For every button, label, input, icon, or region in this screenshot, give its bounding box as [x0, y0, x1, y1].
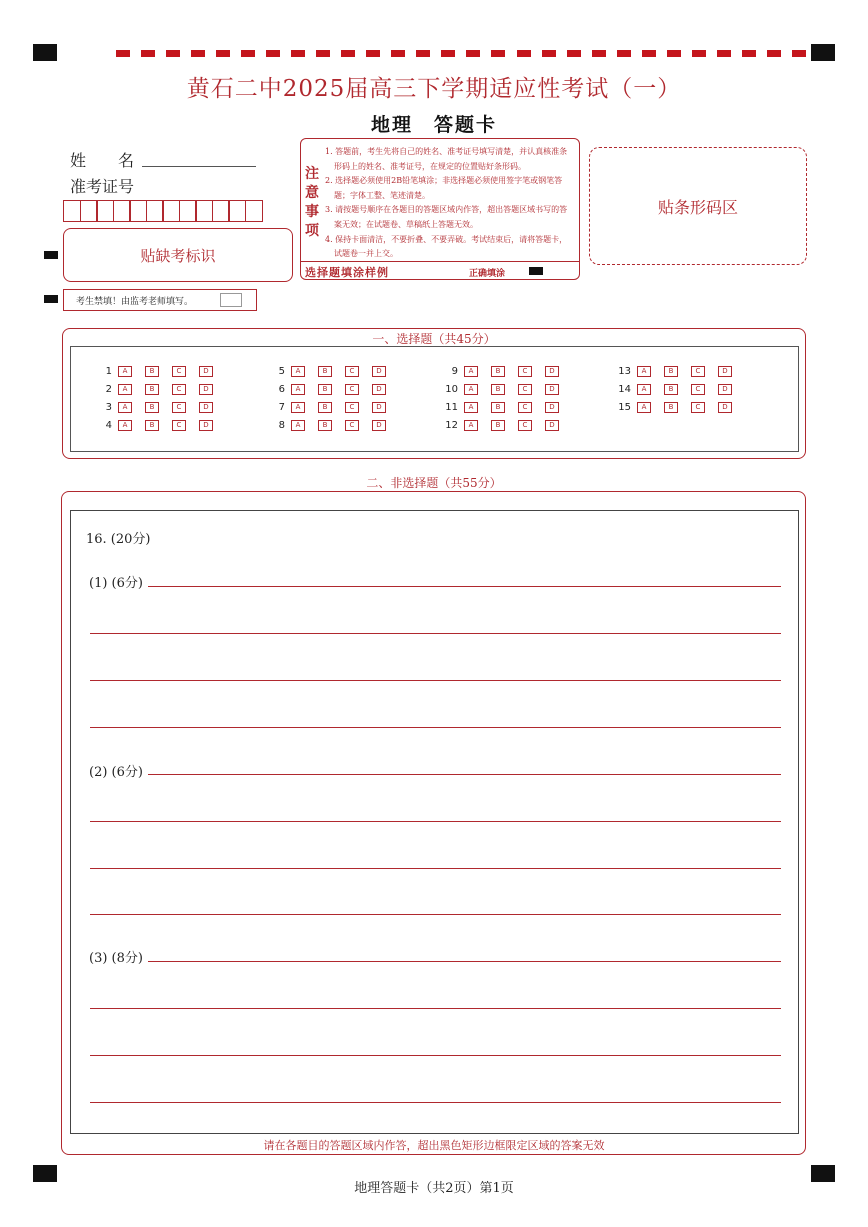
mc-option-bubble[interactable]: A	[118, 366, 132, 377]
mc-option-bubble[interactable]: A	[291, 402, 305, 413]
answer-line[interactable]	[90, 1055, 781, 1056]
mc-option-bubble[interactable]: C	[345, 420, 359, 431]
timing-dash	[542, 50, 556, 57]
mc-question-row	[98, 366, 226, 377]
section1-title: 一、选择题（共45分）	[372, 332, 496, 346]
timing-dash	[692, 50, 706, 57]
exam-id-digit-box[interactable]	[195, 200, 213, 222]
mc-option-bubble[interactable]: C	[172, 366, 186, 377]
mc-option-bubble[interactable]: D	[372, 402, 386, 413]
mc-option-bubble[interactable]: D	[718, 384, 732, 395]
mc-option-bubble[interactable]: D	[372, 384, 386, 395]
exam-id-digit-box[interactable]	[228, 200, 246, 222]
mc-question-number: 11	[445, 402, 458, 413]
correct-fill-label: 正确填涂	[469, 269, 506, 279]
mc-option-bubble[interactable]: D	[545, 420, 559, 431]
exam-id-digit-box[interactable]	[146, 200, 164, 222]
mc-question-number: 14	[618, 384, 631, 395]
mc-question-row	[444, 402, 572, 413]
exam-id-digit-box[interactable]	[212, 200, 230, 222]
answer-line[interactable]	[90, 821, 781, 822]
answer-line[interactable]	[90, 680, 781, 681]
proctor-checkbox[interactable]	[220, 293, 242, 307]
timing-dash	[767, 50, 781, 57]
exam-id-digit-box[interactable]	[129, 200, 147, 222]
mc-question-row	[444, 384, 572, 395]
timing-dash	[391, 50, 405, 57]
exam-id-boxes[interactable]	[63, 200, 261, 222]
timing-dash	[667, 50, 681, 57]
mc-option-bubble[interactable]: B	[145, 384, 159, 395]
timing-dash	[517, 50, 531, 57]
timing-dash	[792, 50, 806, 57]
mc-option-bubble[interactable]: C	[691, 384, 705, 395]
mc-question-number: 12	[445, 420, 458, 431]
corner-mark-top-left	[33, 44, 57, 61]
mc-question-number: 3	[105, 402, 112, 413]
answer-line[interactable]	[90, 633, 781, 634]
timing-dash	[441, 50, 455, 57]
mc-option-bubble[interactable]: B	[318, 402, 332, 413]
answer-line[interactable]	[90, 1008, 781, 1009]
exam-id-digit-box[interactable]	[96, 200, 114, 222]
barcode-area	[589, 147, 807, 265]
notice-box	[300, 138, 580, 280]
timing-dash	[191, 50, 205, 57]
timing-dash	[266, 50, 280, 57]
mc-option-bubble[interactable]: C	[345, 402, 359, 413]
fill-sample-label: 选择题填涂样例	[305, 266, 389, 279]
mc-option-bubble[interactable]: C	[518, 384, 532, 395]
mc-question-number: 9	[451, 366, 458, 377]
mc-option-bubble[interactable]: C	[345, 384, 359, 395]
mc-option-bubble[interactable]: C	[518, 402, 532, 413]
mc-option-bubble[interactable]: B	[491, 366, 505, 377]
mc-option-bubble[interactable]: C	[691, 402, 705, 413]
page-title: 黄石二中2025届高三下学期适应性考试（一）	[186, 76, 682, 102]
mc-option-bubble[interactable]: B	[491, 420, 505, 431]
mc-option-bubble[interactable]: A	[291, 384, 305, 395]
mc-option-bubble[interactable]: C	[172, 420, 186, 431]
name-field[interactable]	[142, 166, 256, 167]
mc-question-row	[617, 402, 745, 413]
mc-option-bubble[interactable]: B	[145, 366, 159, 377]
missing-exam-label: 贴缺考标识	[140, 246, 216, 265]
part-3-label: (3) (8分)	[89, 951, 143, 966]
mc-option-bubble[interactable]: C	[345, 366, 359, 377]
mc-question-number: 13	[618, 366, 631, 377]
fill-sample-row	[301, 261, 579, 280]
mc-option-bubble[interactable]: D	[372, 420, 386, 431]
answer-line[interactable]	[90, 1102, 781, 1103]
mc-option-bubble[interactable]: B	[664, 402, 678, 413]
answer-line[interactable]	[148, 586, 781, 587]
mc-question-number: 4	[105, 420, 112, 431]
mc-option-bubble[interactable]: C	[172, 402, 186, 413]
mc-question-row	[271, 420, 399, 431]
answer-line[interactable]	[90, 868, 781, 869]
notice-list	[325, 145, 575, 262]
mc-question-row	[271, 384, 399, 395]
question-16-label: 16. (20分)	[86, 532, 151, 547]
mc-option-bubble[interactable]: A	[291, 366, 305, 377]
mc-option-bubble[interactable]: C	[518, 420, 532, 431]
mc-question-number: 7	[278, 402, 285, 413]
corner-mark-top-right	[811, 44, 835, 61]
timing-dash	[241, 50, 255, 57]
mc-option-bubble[interactable]: C	[691, 366, 705, 377]
name-label: 姓 名	[70, 151, 135, 170]
mc-option-bubble[interactable]: D	[199, 420, 213, 431]
mc-option-bubble[interactable]: D	[372, 366, 386, 377]
timing-dash	[617, 50, 631, 57]
mc-option-bubble[interactable]: A	[464, 402, 478, 413]
mc-option-bubble[interactable]: D	[199, 366, 213, 377]
mc-question-row	[444, 366, 572, 377]
section2-title: 二、非选择题（共55分）	[366, 476, 502, 490]
side-mark-1	[44, 251, 58, 259]
timing-dash	[291, 50, 305, 57]
mc-option-bubble[interactable]: C	[518, 366, 532, 377]
notice-side-label: 注 意 事 项	[305, 166, 319, 239]
timing-dash	[592, 50, 606, 57]
barcode-label: 贴条形码区	[657, 197, 738, 217]
mc-question-row	[98, 420, 226, 431]
timing-dash	[491, 50, 505, 57]
part-1-label: (1) (6分)	[89, 576, 143, 591]
timing-dash	[642, 50, 656, 57]
mc-question-row	[617, 366, 745, 377]
mc-option-bubble[interactable]: D	[199, 402, 213, 413]
mc-option-bubble[interactable]: A	[637, 402, 651, 413]
exam-id-digit-box[interactable]	[162, 200, 180, 222]
mc-question-row	[98, 384, 226, 395]
mc-question-number: 6	[278, 384, 285, 395]
mc-question-number: 5	[278, 366, 285, 377]
mc-question-row	[271, 366, 399, 377]
mc-option-bubble[interactable]: B	[318, 384, 332, 395]
timing-dash	[742, 50, 756, 57]
timing-dash	[366, 50, 380, 57]
mc-option-bubble[interactable]: A	[637, 366, 651, 377]
timing-dash	[141, 50, 155, 57]
mc-question-number: 2	[105, 384, 112, 395]
timing-dash	[717, 50, 731, 57]
section2-inner-frame	[70, 510, 799, 1134]
mc-option-bubble[interactable]: A	[291, 420, 305, 431]
exam-id-digit-box[interactable]	[113, 200, 131, 222]
mc-option-bubble[interactable]: A	[637, 384, 651, 395]
timing-dash-strip	[116, 50, 806, 57]
part-2-label: (2) (6分)	[89, 765, 143, 780]
answer-line[interactable]	[90, 727, 781, 728]
timing-dash	[466, 50, 480, 57]
exam-id-digit-box[interactable]	[63, 200, 81, 222]
page-footer: 地理答题卡（共2页）第1页	[354, 1181, 514, 1196]
exam-id-digit-box[interactable]	[179, 200, 197, 222]
mc-option-bubble[interactable]: D	[718, 402, 732, 413]
side-mark-2	[44, 295, 58, 303]
mc-option-bubble[interactable]: D	[545, 402, 559, 413]
notice-item: 3. 请按题号顺序在各题目的答题区域内作答，超出答题区域书写的答案无效；在试题卷、草稿纸上答题无效。	[325, 205, 568, 229]
proctor-note-box	[63, 289, 257, 311]
notice-item: 2. 选择题必须使用2B铅笔填涂；非选择题必须使用签字笔或钢笔答题；字体工整、笔迹清楚。	[325, 176, 563, 200]
mc-question-number: 10	[445, 384, 458, 395]
timing-dash	[341, 50, 355, 57]
exam-id-label: 准考证号	[70, 177, 135, 196]
mc-option-bubble[interactable]: A	[464, 420, 478, 431]
mc-question-number: 8	[278, 420, 285, 431]
answer-area-note: 请在各题目的答题区域内作答，超出黑色矩形边框限定区域的答案无效	[263, 1139, 605, 1152]
mc-question-number: 15	[618, 402, 631, 413]
mc-option-bubble[interactable]: A	[464, 366, 478, 377]
answer-line[interactable]	[148, 774, 781, 775]
mc-question-row	[98, 402, 226, 413]
mc-option-bubble[interactable]: B	[145, 402, 159, 413]
correct-fill-sample	[529, 267, 543, 275]
exam-id-digit-box[interactable]	[245, 200, 263, 222]
timing-dash	[567, 50, 581, 57]
mc-option-bubble[interactable]: A	[118, 420, 132, 431]
proctor-note: 考生禁填！由监考老师填写。	[76, 297, 194, 307]
mc-question-number: 1	[105, 366, 112, 377]
mc-option-bubble[interactable]: B	[491, 402, 505, 413]
mc-option-bubble[interactable]: B	[318, 366, 332, 377]
mc-option-bubble[interactable]: D	[199, 384, 213, 395]
mc-option-bubble[interactable]: A	[118, 384, 132, 395]
mc-question-row	[271, 402, 399, 413]
exam-id-digit-box[interactable]	[80, 200, 98, 222]
mc-question-row	[617, 384, 745, 395]
missing-exam-sticker-area	[63, 228, 293, 282]
mc-option-bubble[interactable]: D	[545, 366, 559, 377]
notice-item: 1. 答题前，考生先将自己的姓名、准考证号填写清楚，并认真核准条形码上的姓名、准考证号，在规定的位置贴好条形码。	[325, 147, 568, 171]
timing-dash	[416, 50, 430, 57]
mc-option-bubble[interactable]: B	[491, 384, 505, 395]
page-subtitle: 地理 答题卡	[370, 114, 497, 136]
timing-dash	[116, 50, 130, 57]
mc-option-bubble[interactable]: C	[172, 384, 186, 395]
notice-item: 4. 保持卡面清洁，不要折叠、不要弄破。考试结束后，请将答题卡，试题卷一并上交。	[325, 234, 568, 259]
mc-option-bubble[interactable]: B	[318, 420, 332, 431]
section1-inner-frame	[70, 346, 799, 452]
mc-option-bubble[interactable]: D	[718, 366, 732, 377]
mc-option-bubble[interactable]: D	[545, 384, 559, 395]
mc-option-bubble[interactable]: B	[664, 366, 678, 377]
timing-dash	[316, 50, 330, 57]
mc-option-bubble[interactable]: B	[145, 420, 159, 431]
answer-line[interactable]	[148, 961, 781, 962]
timing-dash	[166, 50, 180, 57]
answer-line[interactable]	[90, 914, 781, 915]
timing-dash	[216, 50, 230, 57]
mc-option-bubble[interactable]: B	[664, 384, 678, 395]
mc-option-bubble[interactable]: A	[464, 384, 478, 395]
mc-option-bubble[interactable]: A	[118, 402, 132, 413]
mc-question-row	[444, 420, 572, 431]
